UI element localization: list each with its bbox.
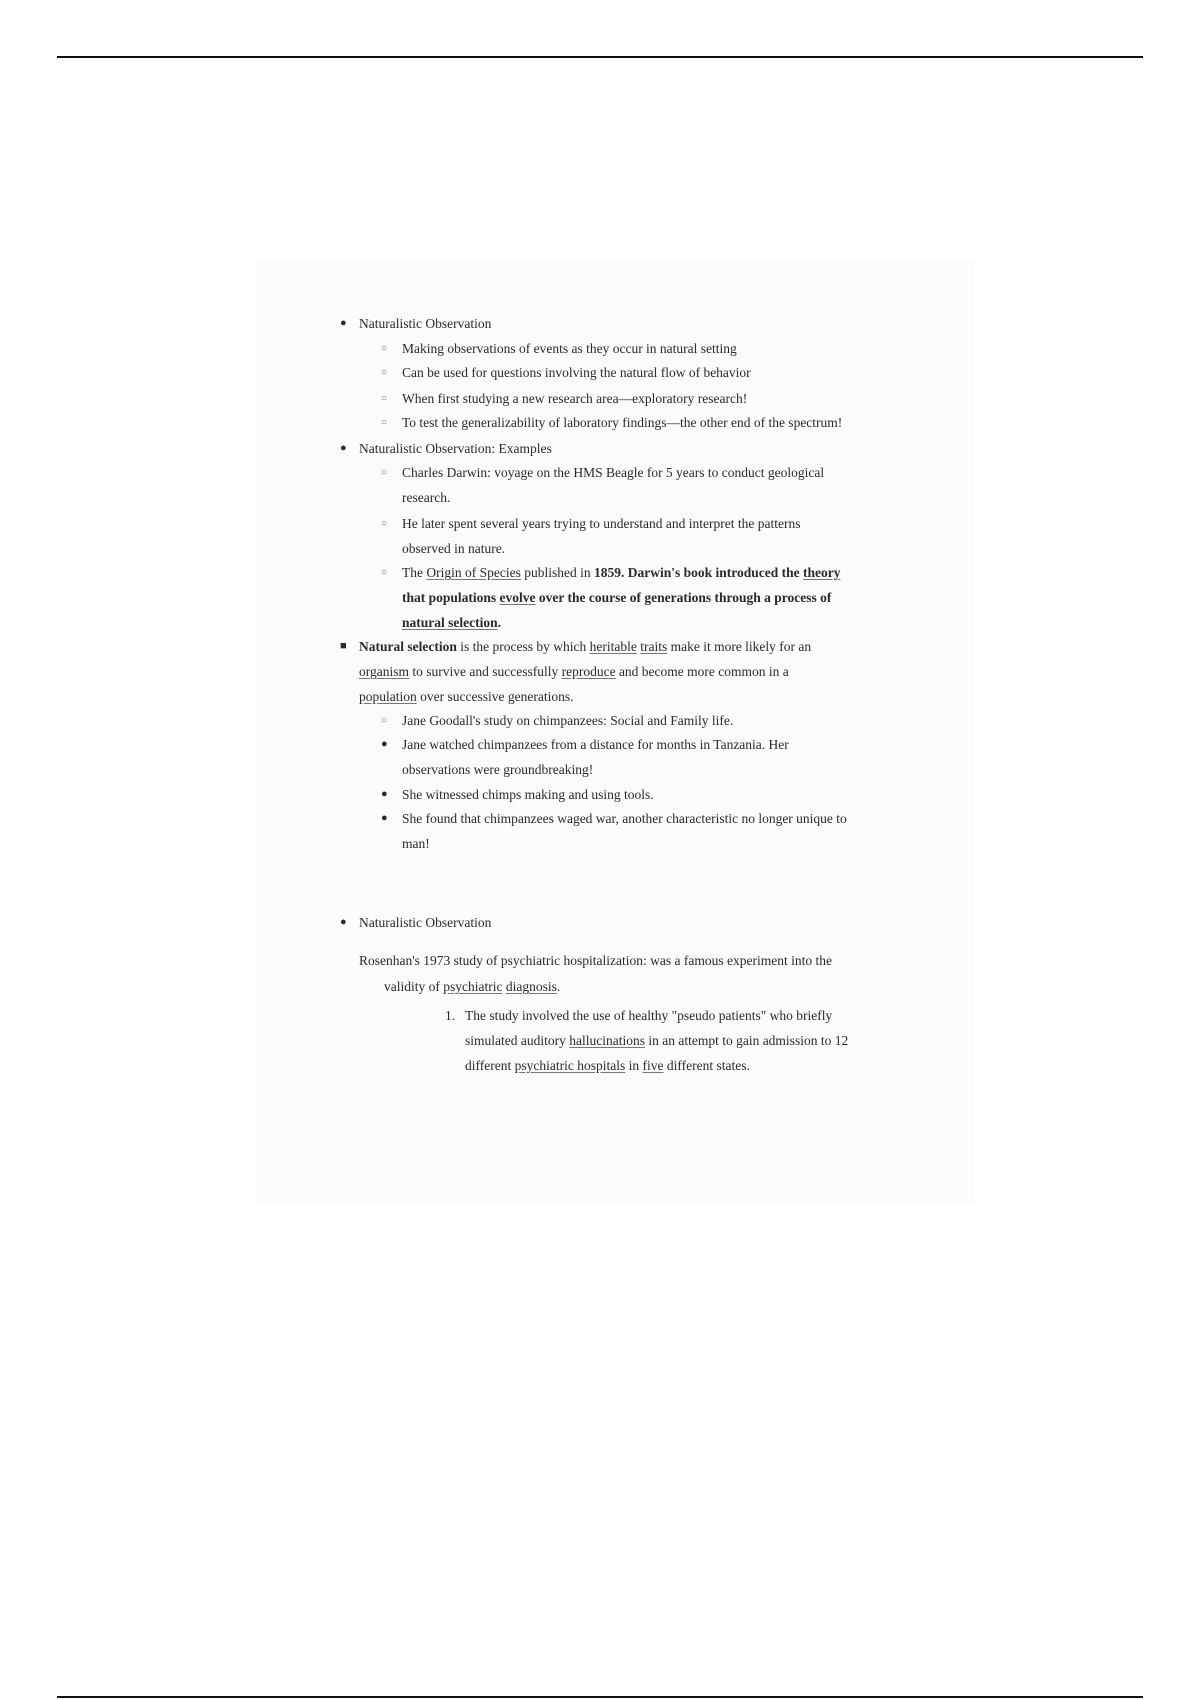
- list-item: [340, 311, 839, 336]
- section-title: Naturalistic Observation: Examples: [359, 441, 552, 456]
- hollow-bullet-icon: ○: [381, 367, 388, 378]
- square-bullet-icon: ■: [340, 640, 347, 652]
- section-title: Naturalistic Observation: [359, 915, 492, 930]
- list-item: ○ Jane Goodall's study on chimpanzees: Social and Family life.: [402, 708, 872, 733]
- list-item: ○ Can be used for questions involving the natural flow of behavior: [402, 360, 872, 385]
- filled-bullet-icon: ●: [340, 442, 347, 454]
- list-item: ○ Making observations of events as they occur in natural setting: [402, 336, 872, 361]
- hollow-bullet-icon: ○: [381, 715, 388, 726]
- list-item: [340, 436, 839, 461]
- hollow-bullet-icon: ○: [381, 567, 388, 578]
- list-item: [340, 910, 839, 935]
- hollow-bullet-icon: ○: [381, 518, 388, 529]
- section-title: Naturalistic Observation: [359, 316, 492, 331]
- hollow-bullet-icon: ○: [381, 467, 388, 478]
- list-item: ○ When first studying a new research area—exploratory research!: [402, 386, 872, 411]
- list-item: ○ To test the generalizability of laboratory findings—the other end of the spectrum!: [402, 410, 872, 435]
- paragraph: validity of psychiatric diagnosis.: [384, 979, 561, 994]
- list-item: ● She witnessed chimps making and using tools.: [402, 782, 872, 807]
- filled-bullet-icon: ●: [340, 317, 347, 329]
- footer-rule: [57, 1696, 1143, 1698]
- numbered-item: 1. The study involved the use of healthy "pseudo patients" who briefly simulated auditory hallucinations in an attempt to gain admission to 12 different psychiatric hospitals in five different states.: [445, 1008, 849, 1073]
- header-rule: [57, 56, 1143, 58]
- filled-bullet-icon: ●: [381, 738, 388, 750]
- hollow-bullet-icon: ○: [381, 417, 388, 428]
- list-item: ○ He later spent several years trying to understand and interpret the patterns observed in nature.: [402, 511, 872, 561]
- paragraph: Rosenhan's 1973 study of psychiatric hospitalization: was a famous experiment into the: [359, 953, 832, 968]
- list-item: ● Jane watched chimpanzees from a distance for months in Tanzania. Her observations were groundbreaking!: [402, 732, 872, 782]
- document-image: [256, 260, 974, 1202]
- list-item: ● She found that chimpanzees waged war, another characteristic no longer unique to man!: [402, 806, 872, 856]
- list-item: ■ Natural selection is the process by which heritable traits make it more likely for an organism to survive and successfully reproduce and become more common in a population over successive generations.: [359, 634, 839, 709]
- hollow-bullet-icon: ○: [381, 343, 388, 354]
- filled-bullet-icon: ●: [340, 916, 347, 928]
- list-item: ○ The Origin of Species published in 1859. Darwin's book introduced the theory that populations evolve over the course of generations through a process of natural selection.: [402, 560, 872, 635]
- list-item: ○ Charles Darwin: voyage on the HMS Beagle for 5 years to conduct geological research.: [402, 460, 872, 510]
- filled-bullet-icon: ●: [381, 812, 388, 824]
- hollow-bullet-icon: ○: [381, 393, 388, 404]
- filled-bullet-icon: ●: [381, 788, 388, 800]
